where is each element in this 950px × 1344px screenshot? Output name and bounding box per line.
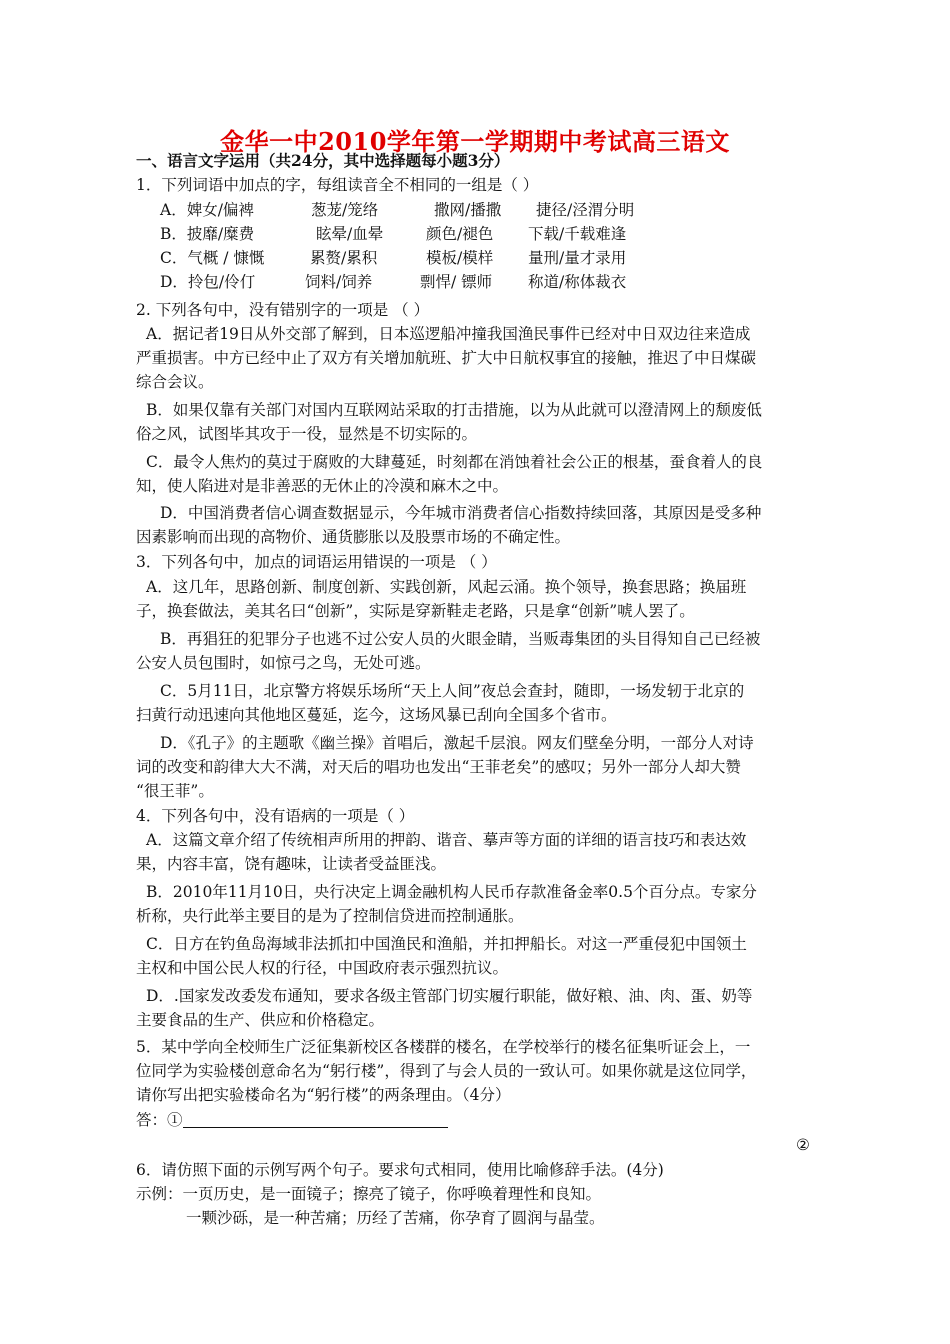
q1-d-3: 剽悍/ 镖师 bbox=[420, 273, 493, 291]
q1-b-3: 颜色/褪色 bbox=[426, 225, 494, 243]
question-4-stem: 4．下列各句中，没有语病的一项是（ ） bbox=[136, 807, 415, 825]
question-5-line-3: 请你写出把实验楼命名为“躬行楼”的两条理由。（4分） bbox=[136, 1086, 511, 1104]
q2-a-line-3: 综合会议。 bbox=[136, 373, 214, 391]
q3-b-line-2: 公安人员包围时，如惊弓之鸟，无处可逃。 bbox=[136, 654, 431, 672]
q1-b-4: 下载/千载难逢 bbox=[528, 225, 627, 243]
q3-d-line-2: 词的改变和韵律大大不满，对天后的唱功也发出“王菲老矣”的感叹；另外一部分人却大赞 bbox=[136, 758, 741, 776]
q5-answer-label: 答：① bbox=[136, 1111, 183, 1129]
q1-b-2: 眩晕/血晕 bbox=[316, 225, 384, 243]
question-6-stem: 6．请仿照下面的示例写两个句子。要求句式相同，使用比喻修辞手法。(4分) bbox=[136, 1161, 664, 1179]
q1-a-4: 捷径/泾渭分明 bbox=[536, 201, 635, 219]
q2-c-line-1: C．最令人焦灼的莫过于腐败的大肆蔓延，时刻都在消蚀着社会公正的根基，蚕食着人的良 bbox=[146, 453, 763, 471]
question-1-stem: 1．下列词语中加点的字，每组读音全不相同的一组是（ ） bbox=[136, 176, 539, 194]
question-2-stem: 2. 下列各句中，没有错别字的一项是 （ ） bbox=[136, 301, 430, 319]
q1-a-3: 撒网/播撒 bbox=[434, 201, 502, 219]
q2-b-line-2: 俗之风，试图毕其攻于一役，显然是不切实际的。 bbox=[136, 425, 478, 443]
q4-b-line-2: 析称，央行此举主要目的是为了控制信贷进而控制通胀。 bbox=[136, 907, 524, 925]
q2-d-line-2: 因素影响而出现的高物价、通货膨胀以及股票市场的不确定性。 bbox=[136, 528, 571, 546]
q1-c-1: C．气概 / 慷慨 bbox=[160, 249, 265, 267]
q4-d-line-2: 主要食品的生产、供应和价格稳定。 bbox=[136, 1011, 385, 1029]
q4-c-line-2: 主权和中国公民人权的行径，中国政府表示强烈抗议。 bbox=[136, 959, 509, 977]
q2-d-line-1: D．中国消费者信心调查数据显示，今年城市消费者信心指数持续回落，其原因是受多种 bbox=[160, 504, 762, 522]
q1-a-2: 葱茏/笼络 bbox=[311, 201, 379, 219]
question-3-stem: 3．下列各句中，加点的词语运用错误的一项是 （ ） bbox=[136, 553, 497, 571]
q1-d-1: D．拎包/伶仃 bbox=[160, 273, 256, 291]
q2-a-line-1: A．据记者19日从外交部了解到，日本巡逻船冲撞我国渔民事件已经对中日双边往来造成 bbox=[146, 325, 751, 343]
q1-d-2: 饲料/饲养 bbox=[305, 273, 373, 291]
q4-d-line-1: D．.国家发改委发布通知，要求各级主管部门切实履行职能，做好粮、油、肉、蛋、奶等 bbox=[146, 987, 753, 1005]
q3-c-line-1: C．5月11日，北京警方将娱乐场所“天上人间”夜总会查封，随即，一场发轫于北京的 bbox=[160, 682, 745, 700]
q5-answer-mark-2: ② bbox=[796, 1136, 810, 1154]
q1-d-4: 称道/称体裁衣 bbox=[528, 273, 627, 291]
q2-a-line-2: 严重损害。中方已经中止了双方有关增加航班、扩大中日航权事宜的接触，推迟了中日煤碳 bbox=[136, 349, 757, 367]
q4-b-line-1: B．2010年11月10日，央行决定上调金融机构人民币存款准备金率0.5个百分点。专家分 bbox=[146, 883, 757, 901]
question-5-line-2: 位同学为实验楼创意命名为“躬行楼”，得到了与会人员的一致认可。如果你就是这位同学， bbox=[136, 1062, 757, 1080]
q1-c-3: 模板/模样 bbox=[426, 249, 494, 267]
question-5-line-1: 5．某中学向全校师生广泛征集新校区各楼群的楼名，在学校举行的楼名征集听证会上，一 bbox=[136, 1038, 751, 1056]
q1-b-1: B．披靡/糜费 bbox=[160, 225, 255, 243]
q3-b-line-1: B．再猖狂的犯罪分子也逃不过公安人员的火眼金睛，当贩毒集团的头目得知自己已经被 bbox=[160, 630, 761, 648]
q5-answer-blank[interactable] bbox=[183, 1109, 448, 1128]
q5-answer-row bbox=[136, 1108, 448, 1132]
q3-c-line-2: 扫黄行动迅速向其他地区蔓延，迄今，这场风暴已刮向全国多个省市。 bbox=[136, 706, 617, 724]
section-heading: 一、语言文字运用（共24分，其中选择题每小题3分） bbox=[136, 151, 510, 170]
q1-a-1: A．婢女/偏裨 bbox=[160, 201, 254, 219]
q3-d-line-1: D．《孔子》的主题歌《幽兰操》首唱后，激起千层浪。网友们壁垒分明，一部分人对诗 bbox=[160, 734, 754, 752]
page-title: 金华一中2010学年第一学期期中考试高三语文 bbox=[220, 127, 730, 156]
q6-example-2: 一颗沙砾，是一种苦痛；历经了苦痛，你孕育了圆润与晶莹。 bbox=[186, 1209, 605, 1227]
q4-a-line-2: 果，内容丰富，饶有趣味，让读者受益匪浅。 bbox=[136, 855, 447, 873]
q3-a-line-1: A．这几年，思路创新、制度创新、实践创新，风起云涌。换个领导，换套思路；换届班 bbox=[146, 578, 747, 596]
q1-c-2: 累赘/累积 bbox=[310, 249, 378, 267]
q1-c-4: 量刑/量才录用 bbox=[528, 249, 627, 267]
q4-a-line-1: A．这篇文章介绍了传统相声所用的押韵、谐音、摹声等方面的详细的语言技巧和表达效 bbox=[146, 831, 747, 849]
q3-d-line-3: “很王菲”。 bbox=[136, 782, 214, 800]
q4-c-line-1: C．日方在钓鱼岛海域非法抓扣中国渔民和渔船，并扣押船长。对这一严重侵犯中国领土 bbox=[146, 935, 747, 953]
q2-b-line-1: B．如果仅靠有关部门对国内互联网站采取的打击措施，以为从此就可以澄清网上的颓废低 bbox=[146, 401, 762, 419]
q2-c-line-2: 知，使人陷进对是非善恶的无休止的冷漠和麻木之中。 bbox=[136, 477, 509, 495]
q3-a-line-2: 子，换套做法，美其名曰“创新”，实际是穿新鞋走老路，只是拿“创新”唬人罢了。 bbox=[136, 602, 695, 620]
q6-example-1: 示例：一页历史，是一面镜子；擦亮了镜子，你呼唤着理性和良知。 bbox=[136, 1185, 602, 1203]
